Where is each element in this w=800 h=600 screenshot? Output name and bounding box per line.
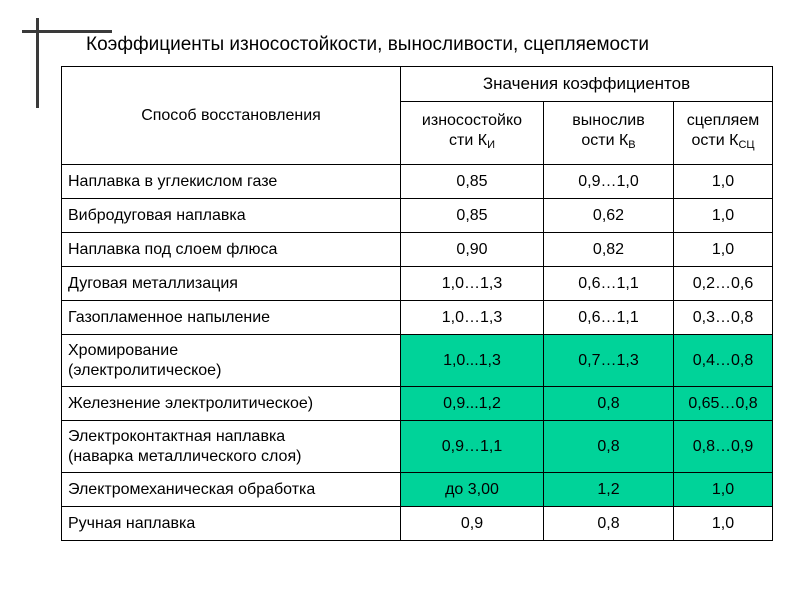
coefficient-cell-k2: 0,62 xyxy=(544,199,674,233)
method-cell: Дуговая металлизация xyxy=(62,267,401,301)
coefficient-cell-k2: 0,6…1,1 xyxy=(544,301,674,335)
method-cell: Электромеханическая обработка xyxy=(62,473,401,507)
coefficient-cell-k1: 0,9…1,1 xyxy=(401,421,544,473)
coefficient-cell-k1: до 3,00 xyxy=(401,473,544,507)
coefficient-cell-k1: 0,85 xyxy=(401,165,544,199)
coefficient-cell-k3: 0,4…0,8 xyxy=(674,335,773,387)
table-row xyxy=(62,267,773,301)
method-cell: Газопламенное напыление xyxy=(62,301,401,335)
values-group-header: Значения коэффициентов xyxy=(401,67,773,102)
coefficient-cell-k2: 0,8 xyxy=(544,507,674,541)
coefficient-cell-k3: 1,0 xyxy=(674,233,773,267)
page-title: Коэффициенты износостойкости, выносливости, сцепляемости xyxy=(86,34,649,55)
table-row xyxy=(62,473,773,507)
table-row xyxy=(62,165,773,199)
decorative-horizontal-line xyxy=(22,30,112,33)
method-column-header: Способ восстановления xyxy=(62,67,401,165)
adhesion-header: сцепляем ости $К_{СЦ}$ xyxy=(674,102,773,165)
table-row xyxy=(62,507,773,541)
coefficient-cell-k2: 0,8 xyxy=(544,387,674,421)
coefficient-cell-k2: 0,7…1,3 xyxy=(544,335,674,387)
method-cell: Наплавка под слоем флюса xyxy=(62,233,401,267)
coefficients-table xyxy=(61,66,773,541)
method-cell: Электроконтактная наплавка (наварка металлического слоя) xyxy=(62,421,401,473)
endurance-header: вынослив ости $К_В$ xyxy=(544,102,674,165)
coefficient-cell-k3: 0,2…0,6 xyxy=(674,267,773,301)
coefficient-cell-k3: 0,3…0,8 xyxy=(674,301,773,335)
coefficient-cell-k3: 0,8…0,9 xyxy=(674,421,773,473)
coefficient-cell-k1: 0,90 xyxy=(401,233,544,267)
coefficient-cell-k1: 1,0…1,3 xyxy=(401,301,544,335)
table-row xyxy=(62,301,773,335)
coefficient-cell-k1: 1,0…1,3 xyxy=(401,267,544,301)
table-row xyxy=(62,233,773,267)
coefficient-cell-k2: 0,6…1,1 xyxy=(544,267,674,301)
coefficient-cell-k3: 1,0 xyxy=(674,473,773,507)
coefficient-cell-k3: 1,0 xyxy=(674,199,773,233)
coefficient-cell-k1: 0,9 xyxy=(401,507,544,541)
coefficient-cell-k2: 1,2 xyxy=(544,473,674,507)
table-row xyxy=(62,335,773,387)
coefficient-cell-k2: 0,8 xyxy=(544,421,674,473)
coefficient-cell-k3: 1,0 xyxy=(674,507,773,541)
coefficient-cell-k1: 0,9...1,2 xyxy=(401,387,544,421)
method-cell: Наплавка в углекислом газе xyxy=(62,165,401,199)
coefficient-cell-k2: 0,9…1,0 xyxy=(544,165,674,199)
wear-resistance-header: износостойко сти $К_И$ xyxy=(401,102,544,165)
table-row xyxy=(62,387,773,421)
method-cell: Хромирование (электролитическое) xyxy=(62,335,401,387)
coefficient-cell-k1: 1,0...1,3 xyxy=(401,335,544,387)
method-cell: Ручная наплавка xyxy=(62,507,401,541)
coefficient-cell-k1: 0,85 xyxy=(401,199,544,233)
table-row xyxy=(62,421,773,473)
coefficient-cell-k2: 0,82 xyxy=(544,233,674,267)
coefficient-cell-k3: 0,65…0,8 xyxy=(674,387,773,421)
coefficient-cell-k3: 1,0 xyxy=(674,165,773,199)
method-cell: Вибродуговая наплавка xyxy=(62,199,401,233)
method-cell: Железнение электролитическое) xyxy=(62,387,401,421)
table-row xyxy=(62,199,773,233)
